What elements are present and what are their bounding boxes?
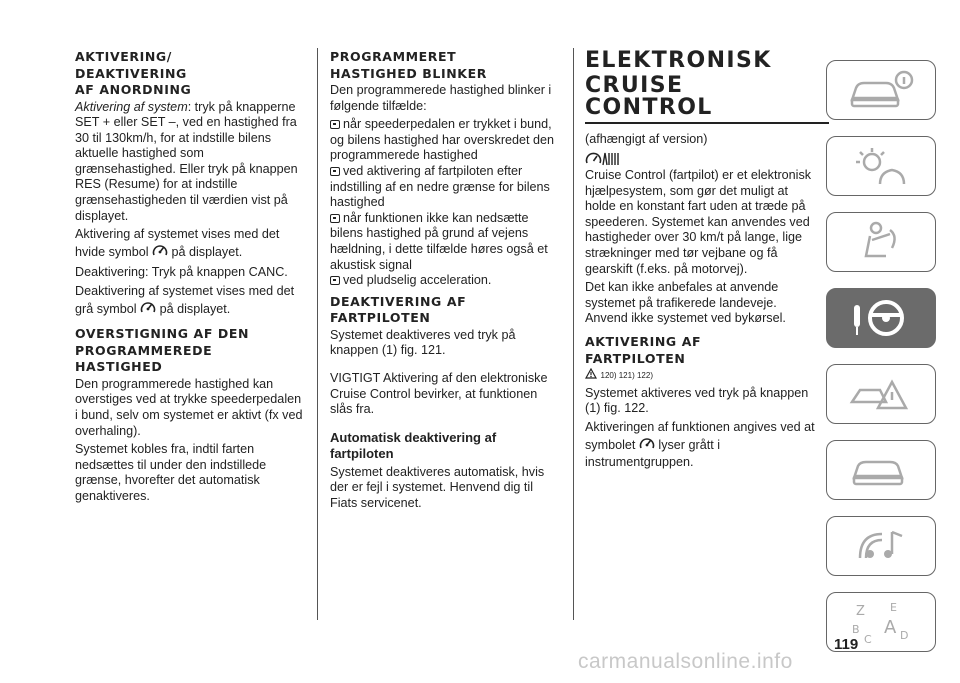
heading-blinking [330, 50, 562, 80]
paragraph [75, 100, 303, 225]
speed-limiter-icon [140, 300, 156, 320]
heading-line: HASTIGHED BLINKER [330, 65, 487, 81]
heading-line: AKTIVERING AF [585, 334, 702, 350]
paragraph [75, 227, 303, 262]
list-item [330, 211, 562, 273]
paragraph: Cruise Control (fartpilot) er et elektronisk hjælpesystem, som gør det muligt at holde en konstant fart uden at træde på speederen. Systemet kan anvendes ved hastigheder over 30 km/t på lange, lige strækninger med tør vejbane og få gearskift (f.eks. på motorvej). [585, 168, 812, 276]
paragraph-text: lyser grått i instrumentgruppen. [585, 437, 720, 470]
heading-line: HASTIGHED [75, 359, 163, 375]
list-item-text: når funktionen ikke kan nedsætte bilens hastighed på grund af vejens hældning, i dette tilfælde høres også et akustisk signal [330, 210, 548, 272]
heading-line: FARTPILOTEN [330, 310, 431, 326]
paragraph-text: : tryk på knapperne SET + eller SET –, ved en hastighed fra 30 til 130km/h, for at indstille bilens aktuelle hastighed som grænsehastighed. Eller tryk på knappen RES (Resume) for at indstille grænsehastigheden til værdien vist på displayet. [75, 99, 298, 223]
car-service-icon[interactable] [826, 440, 936, 500]
section-title-line: ELEKTRONISK [585, 48, 772, 73]
heading-line: OVERSTIGNING AF DEN [75, 326, 250, 342]
heading-line: DEAKTIVERING [75, 65, 187, 81]
svg-text:B: B [852, 623, 860, 636]
cruise-control-icon [585, 150, 817, 168]
section-title-line: CRUISE CONTROL [585, 73, 713, 120]
heading-line: FARTPILOTEN [585, 350, 686, 366]
bullet-icon [330, 167, 340, 176]
paragraph: Det kan ikke anbefales at anvende systemet på trafikerede landeveje. Anvend ikke systemet ved bykørsel. [585, 280, 786, 326]
version-note: (afhængigt af version) [585, 131, 708, 146]
paragraph: Den programmerede hastighed blinker i følgende tilfælde: [330, 83, 552, 113]
media-sound-icon[interactable] [826, 516, 936, 576]
heading-activation-cruise [585, 335, 817, 365]
svg-text:C: C [864, 633, 872, 646]
paragraph [585, 420, 817, 471]
paragraph: Den programmerede hastighed kan overstiges ved at trykke speederpedalen i bund, selv om systemet er aktivt (fx ved overhaling). [75, 376, 303, 438]
column-3 [585, 50, 817, 474]
paragraph: Systemet aktiveres ved tryk på knappen (1) fig. 122. [585, 385, 809, 416]
heading-exceeding [75, 327, 303, 374]
chapter-tabs [826, 60, 944, 668]
paragraph: Deaktivering: Tryk på knappen CANC. [75, 265, 288, 280]
heading-line: DEAKTIVERING AF [330, 293, 467, 309]
paragraph-text: på displayet. [159, 301, 231, 316]
watermark: carmanualsonline.info [578, 650, 793, 673]
paragraph-text: på displayet. [171, 244, 243, 259]
list-item-text: ved aktivering af fartpiloten efter indstilling af en nedre grænse for bilens hastighed [330, 163, 550, 210]
warning-triangle-icon [585, 368, 597, 384]
svg-text:D: D [900, 629, 909, 642]
warning-refs [585, 368, 817, 384]
warning-lights-icon[interactable] [826, 136, 936, 196]
speed-limiter-icon [152, 243, 168, 263]
key-steering-wheel-icon[interactable] [826, 288, 936, 348]
list-item-text: ved pludselig acceleration. [343, 273, 492, 288]
list-item-text: når speederpedalen er trykket i bund, og bilens hastighed har overskredet den programmerede hastighed [330, 117, 555, 163]
svg-text:Z: Z [856, 604, 865, 619]
column-2 [330, 50, 562, 514]
heading-line: PROGRAMMERET [330, 49, 457, 64]
car-info-icon[interactable] [826, 60, 936, 120]
list-item [330, 273, 562, 289]
heading-deactivation [330, 295, 562, 325]
paragraph: Systemet deaktiveres ved tryk på knappen (1) fig. 121. [330, 327, 516, 358]
svg-text:E: E [890, 601, 897, 614]
page-number: 119 [834, 636, 859, 653]
bullet-icon [330, 120, 340, 129]
title-underline [585, 122, 829, 124]
heading-activation [75, 50, 303, 97]
airbag-seat-icon[interactable] [826, 212, 936, 272]
paragraph: Systemet deaktiveres automatisk, hvis der er fejl i systemet. Henvend dig til Fiats servicenet. [330, 464, 545, 510]
list-item [330, 164, 562, 211]
heading-line: PROGRAMMEREDE [75, 342, 213, 358]
paragraph: Systemet kobles fra, indtil farten nedsættes til under den indstillede grænse, hvorefter det automatisk genaktiveres. [75, 442, 267, 503]
paragraph-text: Deaktivering af systemet vises med det grå symbol [75, 284, 295, 316]
crash-warning-icon[interactable] [826, 364, 936, 424]
important-note: VIGTIGT Aktivering af den elektroniske Cruise Control bevirker, at funktionen slås fra. [330, 370, 548, 417]
heading-line: AKTIVERING/ [75, 49, 172, 64]
paragraph-text: Aktiveringen af funktionen angives ved at symbolet [585, 419, 815, 452]
bullet-list [330, 117, 562, 289]
italic-lead: Aktivering af system [75, 99, 188, 114]
list-item [330, 117, 562, 164]
column-divider [573, 48, 574, 620]
subheading-auto-deactivation: Automatisk deaktivering af fartpiloten [330, 429, 497, 461]
paragraph [75, 284, 303, 319]
svg-text:A: A [884, 617, 897, 638]
cruise-active-icon [639, 436, 655, 456]
bullet-icon [330, 276, 340, 285]
heading-line: AF ANORDNING [75, 82, 192, 97]
bullet-icon [330, 214, 340, 223]
column-divider [317, 48, 318, 620]
reference-numbers: 120) 121) 122) [600, 371, 653, 381]
column-1 [75, 50, 303, 507]
paragraph-text: Aktivering af systemet vises med det hvide symbol [75, 227, 280, 259]
